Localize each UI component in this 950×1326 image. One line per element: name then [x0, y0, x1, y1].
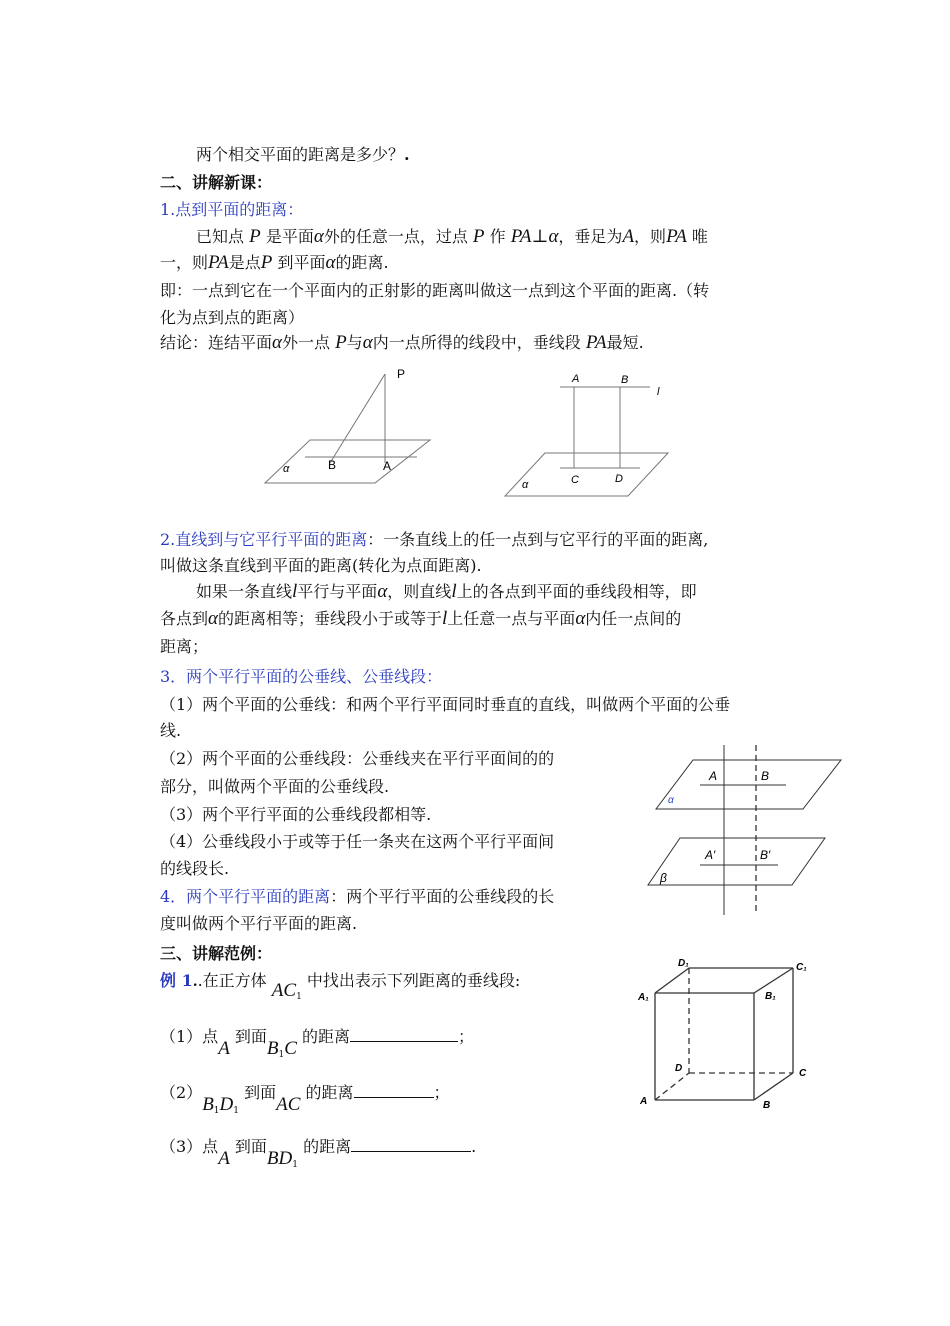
fig1-label-P: P [397, 367, 406, 381]
fig1-label-alpha: α [283, 463, 290, 475]
cube-label-B: B [763, 1100, 771, 1111]
topic2-line2: 叫做这条直线到平面的距离(转化为点面距离). [160, 556, 482, 575]
topic3-item4-line2: 的线段长. [160, 859, 230, 878]
fig2-label-alpha: α [522, 479, 529, 491]
cube-label-B1: B₁ [765, 991, 776, 1002]
fig1-label-A: A [383, 459, 392, 473]
intro-line: 两个相交平面的距离是多少？. [196, 145, 410, 164]
fig3-label-B: B [761, 769, 770, 783]
section3-heading: 三、讲解范例： [160, 944, 273, 963]
example1-question1: （1）点A 到面$B_1C$ 的距离 ； [160, 1027, 475, 1060]
example1-question3: （3）点A 到面$BD_1$ 的距离 . [160, 1137, 477, 1170]
cube-label-C1: C₁ [796, 962, 807, 973]
figure-line-plane [500, 365, 680, 500]
topic3-item3: （3）两个平行平面的公垂线段都相等. [160, 805, 432, 824]
fig3-label-beta: β [660, 871, 667, 885]
fig2-label-l: l [657, 386, 660, 398]
topic3-item1-line2: 线. [160, 721, 182, 740]
topic2-line1: 2.直线到与它平行平面的距离：一条直线上的任一点到与它平行的平面的距离, [160, 530, 709, 549]
topic3-heading: 3．两个平行平面的公垂线、公垂线段： [160, 667, 443, 686]
topic4-line2: 度叫做两个平行平面的距离. [160, 914, 358, 933]
topic1-paragraph-line2: 一，则PA是点P 到平面α的距离. [160, 252, 389, 273]
cube-label-D1: D₁ [678, 958, 689, 969]
fig1-label-B: B [328, 458, 337, 472]
example1-label: 例 1 [160, 971, 193, 990]
topic3-item2-line2: 部分，叫做两个平面的公垂线段. [160, 777, 390, 796]
figure-point-plane [255, 360, 445, 490]
cube-label-D: D [675, 1063, 683, 1074]
topic2-paragraph-line3: 距离； [160, 637, 209, 656]
topic1-jike-line1: 即：一点到它在一个平面内的正射影的距离叫做这一点到这个平面的距离.（转 [160, 281, 710, 300]
answer-blank-3[interactable] [351, 1137, 471, 1152]
fig2-label-C: C [571, 474, 579, 486]
topic1-conclusion: 结论：连结平面α外一点 P与α内一点所得的线段中，垂线段 PA最短. [160, 332, 644, 353]
topic1-heading: 1.点到平面的距离： [160, 200, 304, 219]
section2-heading: 二、讲解新课： [160, 173, 273, 192]
fig2-label-B: B [621, 374, 629, 386]
topic1-jike-line2: 化为点到点的距离） [160, 308, 305, 327]
fig3-label-A-prime: A′ [705, 848, 716, 862]
fig2-label-A: A [572, 373, 580, 385]
topic4-line1: 4．两个平行平面的距离：两个平行平面的公垂线段的长 [160, 887, 555, 906]
figure-cube [635, 955, 815, 1115]
answer-blank-1[interactable] [350, 1027, 458, 1042]
topic1-paragraph-line1: 已知点 P 是平面α外的任意一点，过点 P 作 PA⊥α，垂足为A，则PA 唯 [196, 226, 708, 247]
topic3-item4-line1: （4）公垂线段小于或等于任一条夹在这两个平行平面间 [160, 832, 555, 851]
example1-intro: 例 1..在正方体 $AC_1$ 中找出表示下列距离的垂线段: [160, 971, 521, 1002]
fig3-label-A: A [709, 769, 718, 783]
fig2-label-D: D [615, 473, 623, 485]
topic2-paragraph-line1: 如果一条直线l平行与平面α，则直线l上的各点到平面的垂线段相等，即 [196, 581, 697, 602]
cube-label-A1: A₁ [638, 992, 649, 1003]
topic3-item1-line1: （1）两个平面的公垂线：和两个平行平面同时垂直的直线，叫做两个平面的公垂 [160, 695, 731, 714]
fig3-label-B-prime: B′ [760, 848, 771, 862]
topic3-item2-line1: （2）两个平面的公垂线段：公垂线夹在平行平面间的的 [160, 749, 555, 768]
topic2-paragraph-line2: 各点到α的距离相等；垂线段小于或等于l上任意一点与平面α内任一点间的 [160, 608, 682, 629]
cube-label-C: C [799, 1068, 807, 1079]
topic2-heading: 2.直线到与它平行平面的距离 [160, 530, 368, 549]
fig3-label-alpha: α [668, 795, 674, 806]
figure-parallel-planes [648, 745, 848, 915]
example1-question2: $(2)B_1D_1$ 到面AC 的距离 ； [160, 1083, 450, 1116]
cube-label-A: A [640, 1096, 648, 1107]
topic4-heading: 4．两个平行平面的距离 [160, 887, 331, 906]
answer-blank-2[interactable] [354, 1083, 434, 1098]
